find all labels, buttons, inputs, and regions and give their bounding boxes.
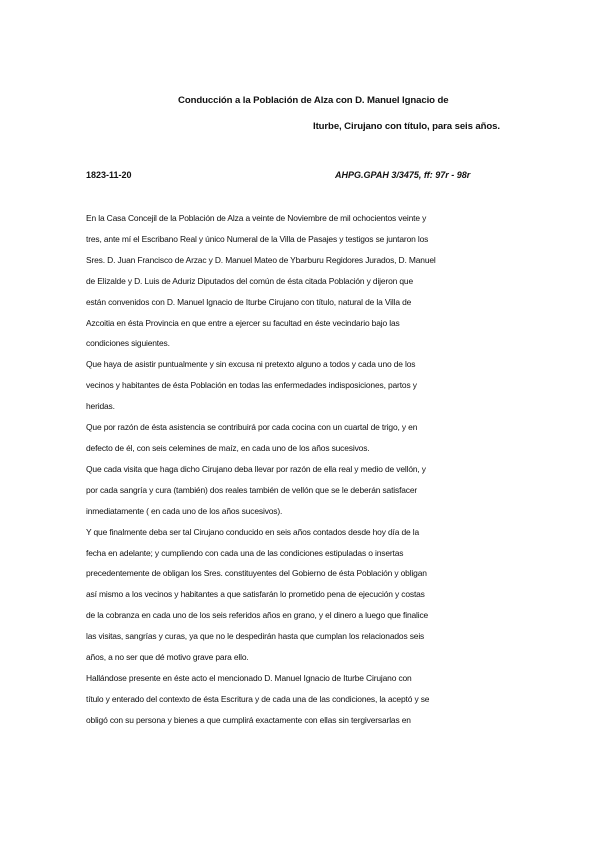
paragraph-line: En la Casa Concejil de la Población de Alza a veinte de Noviembre de mil ochocientos veinte y: [86, 213, 427, 223]
archive-reference: AHPG.GPAH 3/3475, ff: 97r - 98r: [335, 170, 471, 180]
paragraph-line: precedentemente de obligan los Sres. constituyentes del Gobierno de ésta Población y obligan: [86, 568, 427, 579]
paragraph-line: Azcoitia en ésta Provincia en que entre a ejercer su facultad en éste vecindario bajo las: [86, 317, 400, 328]
paragraph-line: Hallándose presente en éste acto el mencionado D. Manuel Ignacio de Iturbe Cirujano con: [86, 672, 412, 683]
paragraph-line: Sres. D. Juan Francisco de Arzac y D. Manuel Mateo de Ybarburu Regidores Jurados, D. Manuel: [86, 254, 436, 265]
paragraph-line: defecto de él, con seis celemines de maíz, en cada uno de los años sucesivos.: [86, 442, 370, 453]
paragraph: [86, 459, 511, 522]
paragraph-line: Que haya de asistir puntualmente y sin excusa ni pretexto alguno a todos y cada uno de los: [86, 359, 416, 370]
paragraph-line: años, a no ser que dé motivo grave para ello.: [86, 652, 249, 663]
paragraph-line: vecinos y habitantes de ésta Población en todas las enfermedades indisposiciones, partos y: [86, 380, 417, 391]
paragraph-line: Y que finalmente deba ser tal Cirujano conducido en seis años contados desde hoy día de la: [86, 526, 419, 537]
paragraph-line: tres, ante mí el Escribano Real y único Numeral de la Villa de Pasajes y testigos se juntaron los: [86, 233, 429, 244]
paragraph-line: así mismo a los vecinos y habitantes a que satisfarán lo prometido pena de ejecución y costas: [86, 589, 425, 600]
paragraph-line: Que cada visita que haga dicho Cirujano deba llevar por razón de ella real y medio de vellón, y: [86, 463, 426, 474]
paragraph: [86, 417, 511, 459]
paragraph: [86, 208, 511, 354]
paragraph-line: de Elizalde y D. Luis de Aduriz Diputados del común de ésta citada Población y dijeron que: [86, 275, 414, 286]
paragraph-line: Que por razón de ésta asistencia se contribuirá por cada cocina con un cuartal de trigo, y en: [86, 422, 418, 433]
paragraph-line: condiciones siguientes.: [86, 338, 170, 349]
paragraph-line: inmediatamente ( en cada uno de los años sucesivos).: [86, 505, 283, 516]
paragraph-line: fecha en adelante; y cumpliendo con cada una de las condiciones estipuladas o insertas: [86, 547, 404, 558]
paragraph-line: título y enterado del contexto de ésta Escritura y de cada una de las condiciones, la aceptó y se: [86, 693, 430, 704]
paragraph-line: obligó con su persona y bienes a que cumplirá exactamente con ellas sin tergiversarlas en: [86, 714, 411, 725]
document-date: 1823-11-20: [86, 170, 132, 180]
paragraph: [86, 354, 511, 417]
paragraph: [86, 522, 511, 668]
paragraph-line: heridas.: [86, 401, 115, 412]
paragraph-line: de la cobranza en cada uno de los seis referidos años en grano, y el dinero a luego que finalice: [86, 610, 429, 621]
document-title-line-2: Iturbe, Cirujano con título, para seis años.: [313, 121, 500, 132]
document-body: [86, 208, 511, 731]
paragraph-line: por cada sangría y cura (también) dos reales también de vellón que se le deberán satisfacer: [86, 484, 418, 495]
document-title-line-1: Conducción a la Población de Alza con D. Manuel Ignacio de: [178, 95, 449, 106]
paragraph: [86, 668, 511, 731]
paragraph-line: las visitas, sangrías y curas, ya que no le despedirán hasta que cumplan los relacionados seis: [86, 631, 425, 642]
paragraph-line: están convenidos con D. Manuel Ignacio de Iturbe Cirujano con título, natural de la Villa de: [86, 296, 412, 307]
